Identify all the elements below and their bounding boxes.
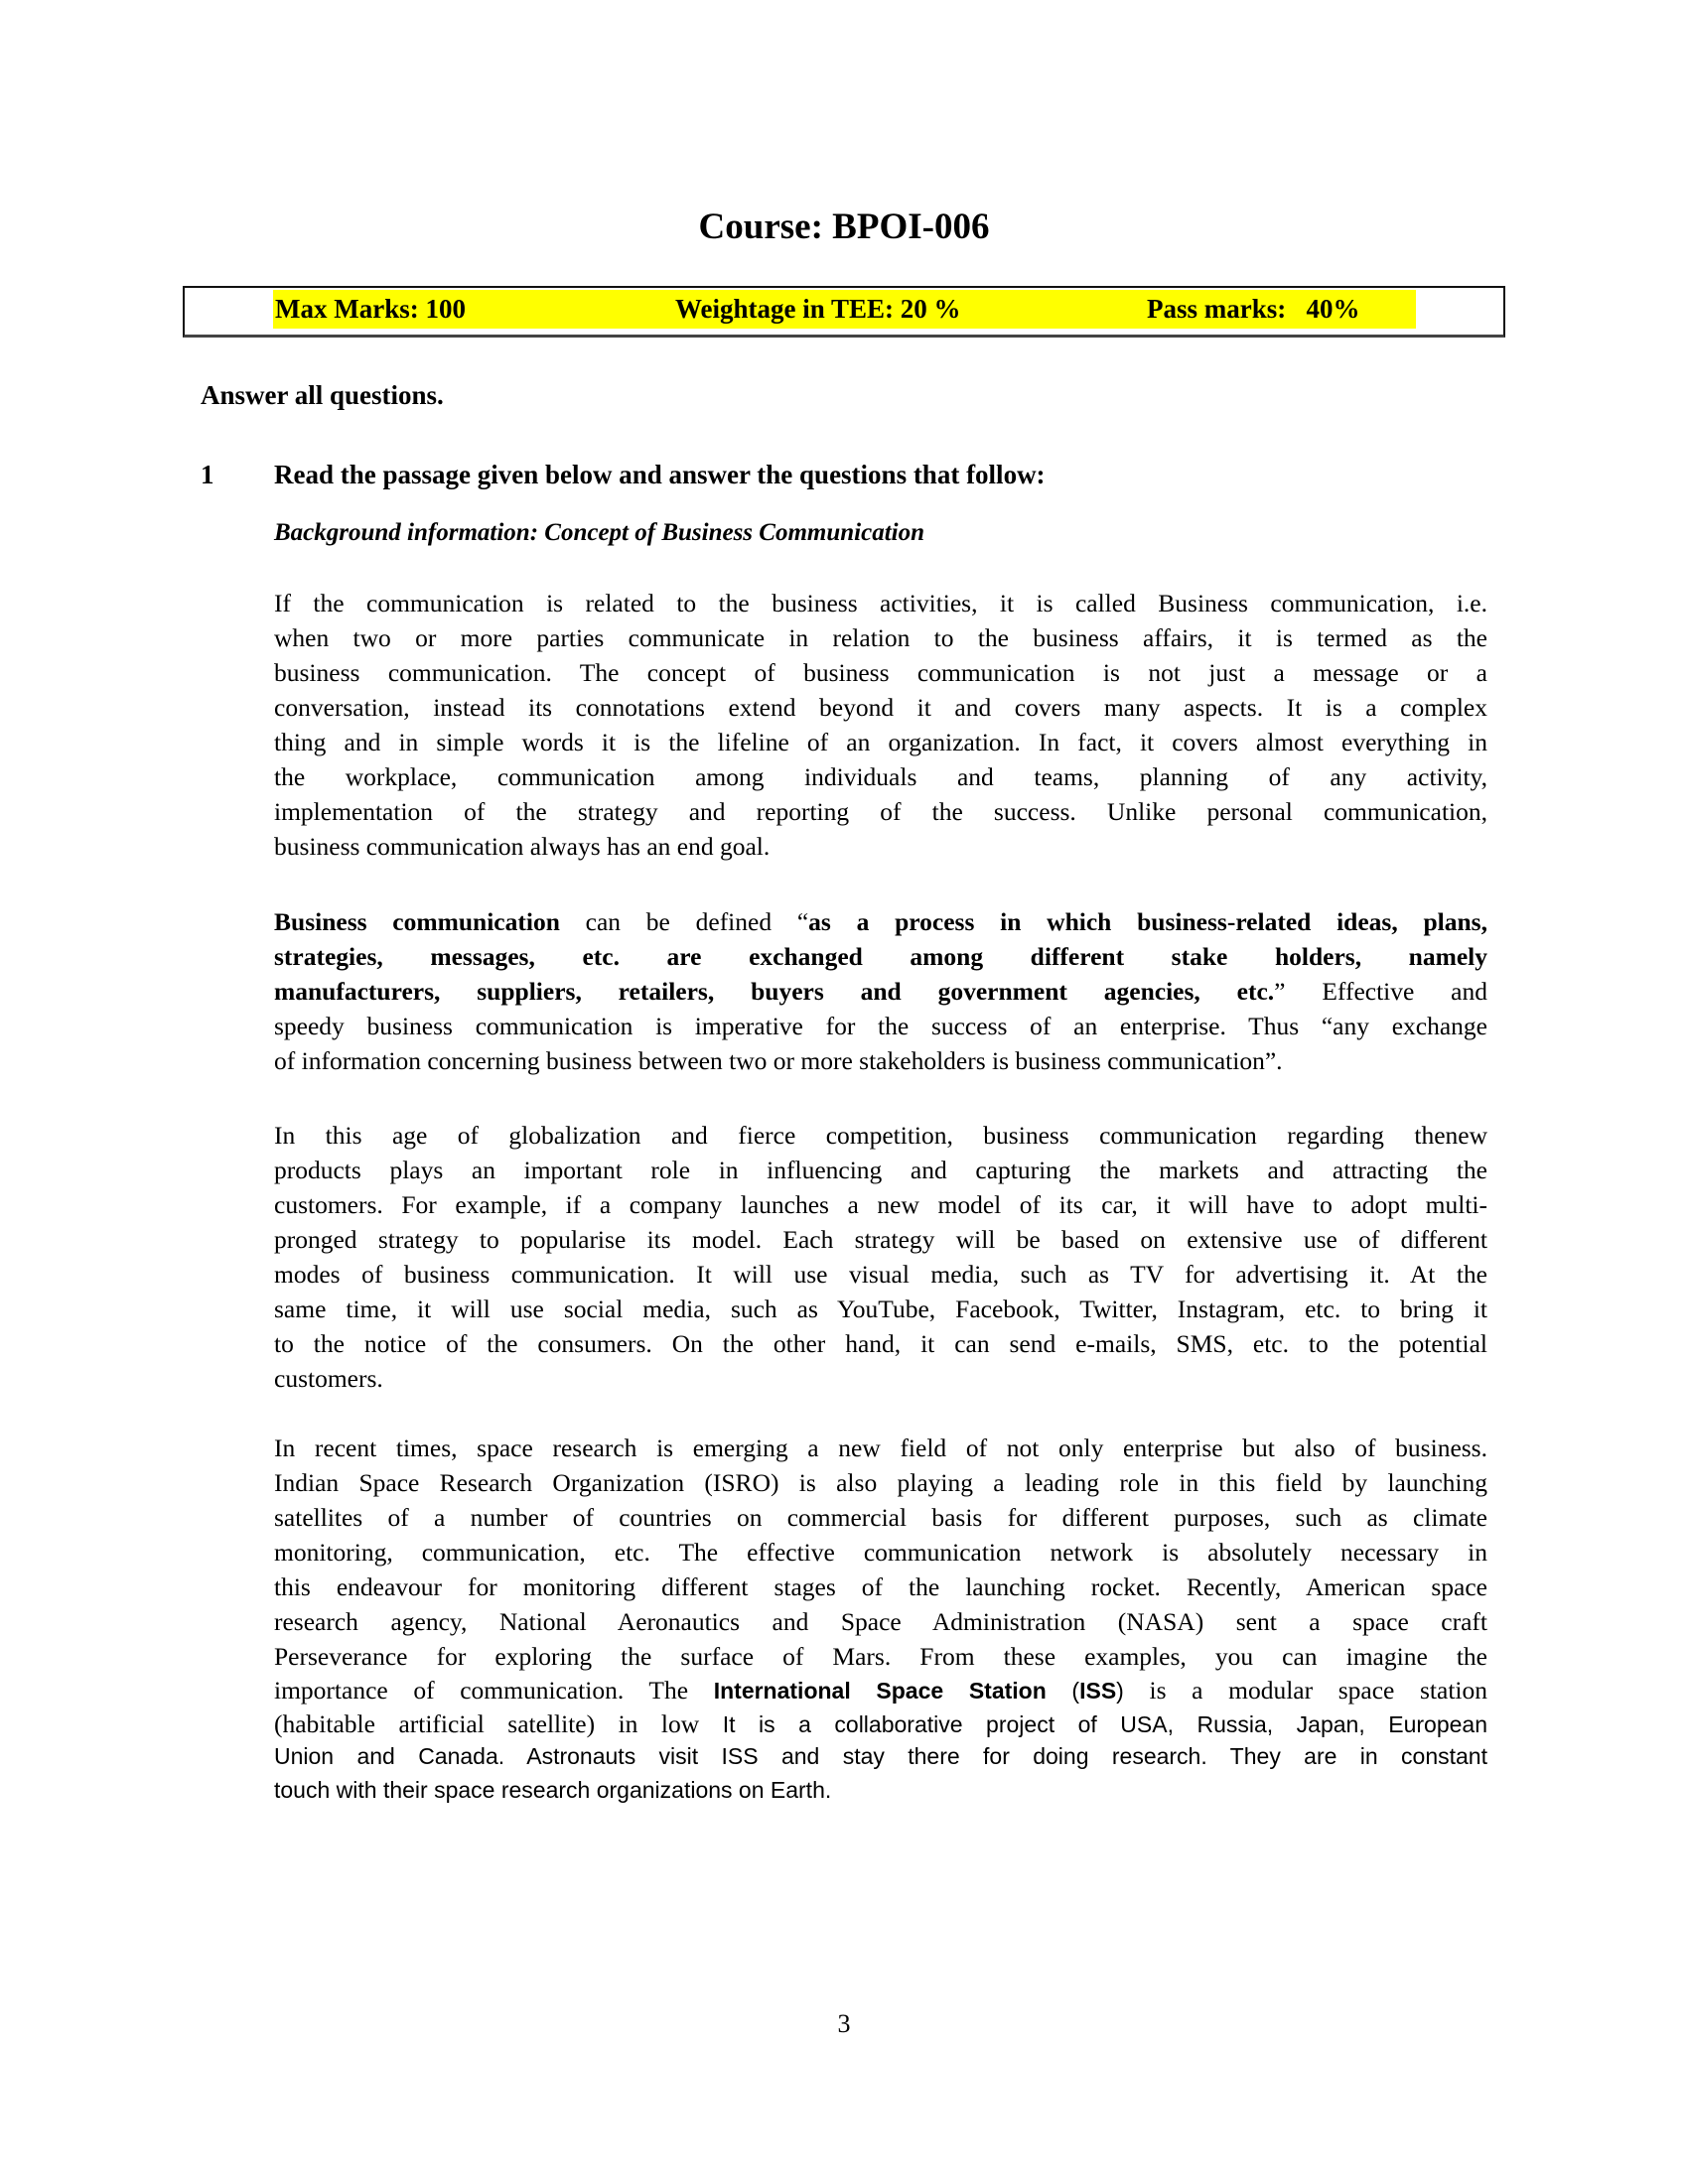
definition-quote: manufacturers, suppliers, retailers, buyers and government agencies, etc.	[274, 977, 1275, 1006]
paragraph-line: customers. For example, if a company launches a new model of its car, it will have to adopt multi-	[274, 1190, 1487, 1219]
paragraph-line: satellites of a number of countries on commercial basis for different purposes, such as climate	[274, 1503, 1487, 1532]
page-number: 3	[837, 2009, 851, 2038]
paragraph-line: of information concerning business between two or more stakeholders is business communication”.	[274, 1046, 1283, 1075]
text-run: ” Effective and	[1274, 977, 1487, 1006]
paragraph-line: research agency, National Aeronautics and Space Administration (NASA) sent a space craft	[274, 1607, 1487, 1636]
paragraph-2	[274, 904, 1487, 1078]
paragraph-line: modes of business communication. It will use visual media, such as TV for advertising it. At the	[274, 1260, 1487, 1289]
paragraph-1	[274, 586, 1487, 864]
text-run: importance of communication. The	[274, 1676, 714, 1705]
question-number: 1	[201, 460, 214, 489]
paragraph-line: speedy business communication is imperative for the success of an enterprise. Thus “any exchange	[274, 1012, 1487, 1040]
paragraph-line: business communication. The concept of business communication is not just a message or a	[274, 658, 1487, 687]
paragraph-line: touch with their space research organizations on Earth.	[274, 1776, 832, 1803]
paragraph-line: Union and Canada. Astronauts visit ISS and stay there for doing research. They are in constant	[274, 1743, 1487, 1769]
paragraph-line: strategies, messages, etc. are exchanged among different stake holders, namely	[274, 942, 1487, 971]
definition-quote: as a process in which business-related ideas, plans,	[808, 907, 1487, 936]
paragraph-3	[274, 1118, 1487, 1396]
max-marks: Max Marks: 100	[275, 294, 466, 324]
paragraph-line: implementation of the strategy and reporting of the success. Unlike personal communication,	[274, 797, 1487, 826]
marks-info-box	[183, 286, 1505, 338]
course-title: Course: BPOI-006	[698, 206, 990, 247]
paragraph-line: same time, it will use social media, such as YouTube, Facebook, Twitter, Instagram, etc. to bring it	[274, 1295, 1487, 1323]
text-run: is a modular space station	[1123, 1676, 1487, 1705]
paragraph-line	[274, 904, 1487, 939]
paragraph-line: business communication always has an end goal.	[274, 832, 771, 861]
paragraph-line: If the communication is related to the business activities, it is called Business communication, i.e.	[274, 589, 1487, 617]
text-run: (	[1046, 1678, 1080, 1704]
pass-marks: Pass marks: 40%	[1147, 294, 1360, 324]
text-run: It is a collaborative project of USA, Russia, Japan, European	[722, 1710, 1487, 1737]
paragraph-line: products plays an important role in influencing and capturing the markets and attracting the	[274, 1156, 1487, 1184]
paragraph-line	[274, 1707, 1487, 1741]
iss-name: International Space Station	[713, 1678, 1047, 1704]
paragraph-line	[274, 1674, 1487, 1707]
paragraph-line: monitoring, communication, etc. The effective communication network is absolutely necessary in	[274, 1538, 1487, 1567]
paragraph-line: the workplace, communication among individuals and teams, planning of any activity,	[274, 762, 1487, 791]
text-run: (habitable artificial satellite) in low	[274, 1708, 723, 1738]
paragraph-line: thing and in simple words it is the lifeline of an organization. In fact, it covers almost everything in	[274, 728, 1487, 756]
paragraph-line: when two or more parties communicate in relation to the business affairs, it is termed as the	[274, 623, 1487, 652]
question-text: Read the passage given below and answer the questions that follow:	[274, 460, 1046, 489]
paragraph-line: to the notice of the consumers. On the other hand, it can send e-mails, SMS, etc. to the potential	[274, 1329, 1487, 1358]
text-run: )	[1116, 1678, 1124, 1704]
paragraph-line: this endeavour for monitoring different stages of the launching rocket. Recently, American space	[274, 1572, 1487, 1601]
weightage: Weightage in TEE: 20 %	[675, 294, 961, 324]
paragraph-line: Indian Space Research Organization (ISRO) is also playing a leading role in this field by launching	[274, 1468, 1487, 1497]
background-subtitle: Background information: Concept of Business Communication	[274, 519, 924, 546]
paragraph-line: In this age of globalization and fierce competition, business communication regarding thenew	[274, 1121, 1487, 1150]
paragraph-line: pronged strategy to popularise its model. Each strategy will be based on extensive use of different	[274, 1225, 1487, 1254]
paragraph-line: In recent times, space research is emerging a new field of not only enterprise but also of business.	[274, 1433, 1487, 1462]
paragraph-line: conversation, instead its connotations extend beyond it and covers many aspects. It is a complex	[274, 693, 1487, 722]
paragraph-4	[274, 1431, 1487, 1807]
instructions: Answer all questions.	[201, 380, 444, 410]
defined-term: Business communication	[274, 907, 560, 936]
iss-abbreviation: ISS	[1079, 1678, 1117, 1704]
paragraph-line: Perseverance for exploring the surface of Mars. From these examples, you can imagine the	[274, 1642, 1487, 1671]
paragraph-line	[274, 974, 1487, 1009]
paragraph-line: customers.	[274, 1364, 383, 1393]
text-run: can be defined “	[559, 907, 809, 936]
